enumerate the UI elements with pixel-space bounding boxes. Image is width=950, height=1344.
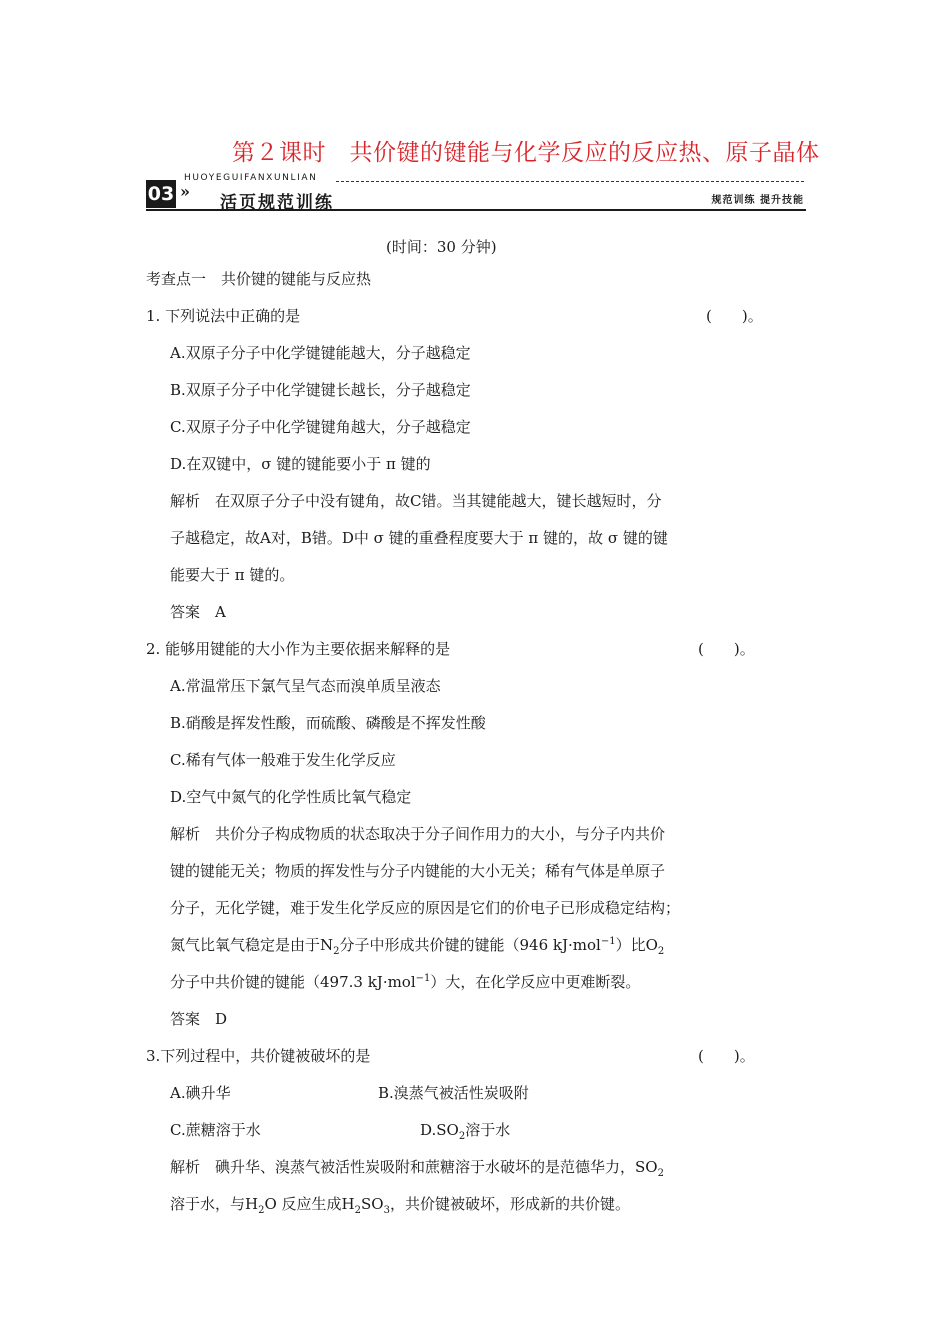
page-title: 第２课时 共价键的键能与化学反应的反应热、原子晶体 — [232, 140, 820, 166]
q3-exp2-part: 溶于水，与H — [170, 1195, 259, 1213]
q1-bracket: ( )。 — [706, 307, 763, 325]
q3-option-d — [420, 1119, 510, 1142]
banner-pinyin: HUOYEGUIFANXUNLIAN — [184, 173, 318, 183]
q3-option-a: A.碘升华 — [170, 1084, 231, 1102]
banner-label: 活页规范训练 — [220, 193, 334, 213]
banner-slogan: 规范训练 提升技能 — [711, 195, 804, 206]
q3-bracket: ( )。 — [698, 1047, 755, 1065]
superscript: −1 — [600, 936, 616, 947]
q2-exp4-part: 分子中形成共价键的键能（946 kJ·mol — [339, 936, 601, 954]
q2-option-d: D.空气中氮气的化学性质比氧气稳定 — [170, 788, 412, 806]
q2-exp4-part: 氮气比氧气稳定是由于N — [170, 936, 334, 954]
q1-option-b: B.双原子分子中化学键键长越长，分子越稳定 — [170, 381, 471, 399]
q2-option-c: C.稀有气体一般难于发生化学反应 — [170, 751, 396, 769]
q3-exp1-part: 解析 碘升华、溴蒸气被活性炭吸附和蔗糖溶于水破坏的是范德华力，SO — [170, 1158, 658, 1176]
banner-number: 03 — [146, 180, 176, 208]
q3-exp2-part: SO — [361, 1195, 384, 1213]
subscript: 2 — [354, 1205, 361, 1216]
q2-explanation-2: 键的键能无关；物质的挥发性与分子内键能的大小无关；稀有气体是单原子 — [170, 862, 666, 880]
section-banner — [146, 173, 806, 213]
q2-explanation-3: 分子，无化学键，难于发生化学反应的原因是它们的价电子已形成稳定结构； — [170, 899, 681, 917]
subscript: 2 — [258, 1205, 265, 1216]
subscript: 3 — [383, 1205, 390, 1216]
q1-option-c: C.双原子分子中化学键键角越大，分子越稳定 — [170, 418, 471, 436]
subscript: 2 — [333, 946, 340, 957]
superscript: −1 — [415, 973, 431, 984]
banner-rule — [146, 209, 806, 211]
q2-explanation-5 — [170, 971, 640, 992]
double-chevron-icon: » — [180, 182, 190, 201]
q3-exp2-part: O 反应生成H — [264, 1195, 355, 1213]
q2-explanation-4 — [170, 934, 664, 957]
q2-exp5-part: ）大，在化学反应中更难断裂。 — [430, 973, 641, 991]
q2-answer: 答案 D — [170, 1010, 228, 1028]
q3-exp2-part: ，共价键被破坏，形成新的共价键。 — [389, 1195, 630, 1213]
q2-option-b: B.硝酸是挥发性酸，而硫酸、磷酸是不挥发性酸 — [170, 714, 486, 732]
q1-option-a: A.双原子分子中化学键键能越大，分子越稳定 — [170, 344, 471, 362]
q3-d-part: D.SO — [420, 1121, 459, 1139]
subscript: 2 — [458, 1131, 466, 1142]
q2-option-a: A.常温常压下氯气呈气态而溴单质呈液态 — [170, 677, 441, 695]
subscript: 2 — [657, 946, 665, 957]
q3-explanation-1 — [170, 1156, 664, 1179]
q2-stem: 2. 能够用键能的大小作为主要依据来解释的是 — [146, 640, 451, 658]
q3-stem: 3.下列过程中，共价键被破坏的是 — [146, 1047, 371, 1065]
q2-bracket: ( )。 — [698, 640, 755, 658]
q3-explanation-2 — [170, 1193, 630, 1216]
subscript: 2 — [657, 1168, 664, 1179]
q3-d-part: 溶于水 — [465, 1121, 511, 1139]
q1-explanation-3: 能要大于 π 键的。 — [170, 566, 295, 584]
q1-answer: 答案 A — [170, 603, 226, 621]
time-limit: (时间：30 分钟) — [386, 238, 497, 256]
q2-exp5-part: 分子中共价键的键能（497.3 kJ·mol — [170, 973, 416, 991]
q1-option-d: D.在双键中，σ 键的键能要小于 π 键的 — [170, 455, 431, 473]
q1-stem: 1. 下列说法中正确的是 — [146, 307, 301, 325]
q2-explanation-1: 解析 共价分子构成物质的状态取决于分子间作用力的大小，与分子内共价 — [170, 825, 666, 843]
q1-explanation-1: 解析 在双原子分子中没有键角，故C错。当其键能越大，键长越短时，分 — [170, 492, 662, 510]
q2-exp4-part: ）比O — [615, 936, 658, 954]
q1-explanation-2: 子越稳定，故A对，B错。D中 σ 键的重叠程度要大于 π 键的，故 σ 键的键 — [170, 529, 668, 547]
q3-option-b: B.溴蒸气被活性炭吸附 — [378, 1084, 529, 1102]
banner-dashed-line — [336, 181, 804, 182]
section-heading: 考查点一 共价键的键能与反应热 — [146, 270, 372, 288]
q3-option-c: C.蔗糖溶于水 — [170, 1121, 261, 1139]
